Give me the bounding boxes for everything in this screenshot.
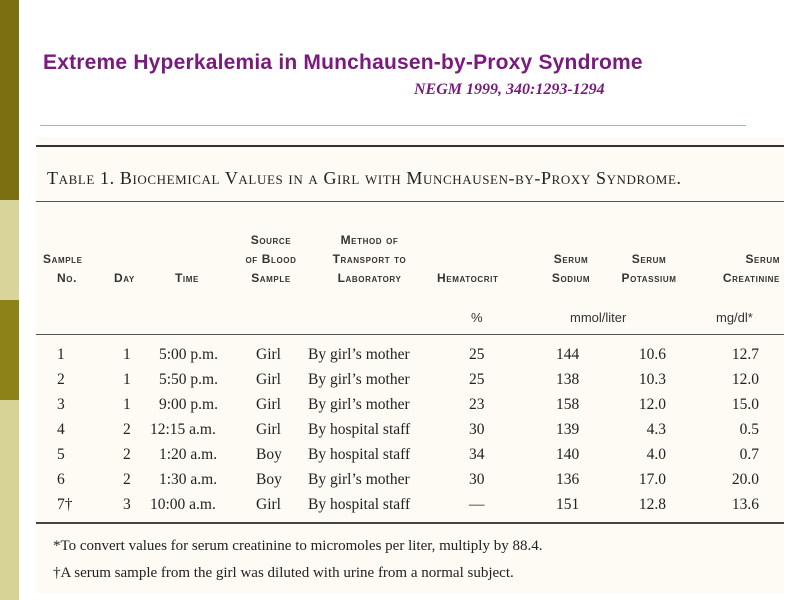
cell-method: By hospital staff: [308, 496, 411, 513]
header-line: Sample: [43, 252, 83, 266]
cell-creatinine: 12.7: [731, 346, 759, 363]
footnote-sample-7: †A serum sample from the girl was diluted with urine from a normal subject.: [53, 565, 514, 581]
cell-creatinine: 12.0: [731, 371, 759, 388]
cell-time: 5:00 p.m.: [159, 346, 218, 363]
cell-day: 2: [123, 446, 131, 463]
header-line: Sodium: [551, 271, 591, 285]
header-line: Creatinine: [722, 271, 780, 285]
header-line: Potassium: [621, 271, 677, 285]
cell-time: 1:20 a.m.: [159, 446, 218, 463]
cell-method: By hospital staff: [308, 446, 411, 463]
footnote-creatinine: *To convert values for serum creatinine to micromoles per liter, multiply by 88.4.: [53, 538, 543, 554]
cell-potassium: 4.3: [646, 421, 666, 438]
table-row: [36, 342, 784, 367]
caption-rule: [36, 201, 784, 202]
cell-time: 10:00 a.m.: [150, 496, 216, 513]
table-top-rule: [36, 145, 784, 147]
cell-source: Boy: [256, 471, 282, 488]
header-line: Serum: [631, 252, 667, 266]
header-line: Source: [250, 233, 292, 247]
side-bar-segment: [0, 400, 19, 600]
table-caption: Table 1. Biochemical Values in a Girl with Munchausen-by-Proxy Syndrome.: [47, 168, 682, 188]
side-bar-segment: [0, 0, 19, 200]
cell-sample: 6: [57, 471, 65, 488]
cell-creatinine: 20.0: [731, 471, 759, 488]
cell-hematocrit: —: [469, 496, 485, 513]
cell-method: By girl’s mother: [308, 371, 410, 388]
header-sodium: [536, 250, 606, 288]
table-row: [36, 417, 784, 442]
table-row: [36, 392, 784, 417]
cell-hematocrit: 30: [469, 421, 485, 438]
cell-creatinine: 13.6: [731, 496, 759, 513]
table-row: [36, 367, 784, 392]
cell-time: 1:30 a.m.: [159, 471, 218, 488]
cell-day: 3: [123, 496, 131, 513]
header-line: Serum: [745, 252, 780, 266]
header-hematocrit: Hematocrit: [437, 271, 499, 285]
header-line: Method of: [340, 233, 399, 247]
cell-potassium: 12.0: [638, 396, 666, 413]
header-line: Sample: [251, 271, 291, 285]
cell-source: Girl: [256, 346, 281, 363]
cell-potassium: 12.8: [638, 496, 666, 513]
cell-sodium: 158: [556, 396, 580, 413]
cell-sample: 3: [57, 396, 65, 413]
header-creatinine: [696, 250, 780, 288]
cell-method: By girl’s mother: [308, 346, 410, 363]
cell-source: Girl: [256, 421, 281, 438]
header-line: No.: [57, 271, 78, 285]
cell-time: 5:50 p.m.: [159, 371, 218, 388]
header-line: Laboratory: [337, 271, 402, 285]
cell-sample: 4: [57, 421, 65, 438]
cell-potassium: 10.6: [638, 346, 666, 363]
slide-reference: NEGM 1999, 340:1293-1294: [414, 81, 605, 98]
cell-creatinine: 0.7: [739, 446, 759, 463]
cell-potassium: 17.0: [638, 471, 666, 488]
cell-sodium: 144: [556, 346, 580, 363]
cell-potassium: 10.3: [638, 371, 666, 388]
cell-sodium: 139: [556, 421, 580, 438]
cell-creatinine: 0.5: [739, 421, 759, 438]
header-line: Serum: [553, 252, 589, 266]
cell-hematocrit: 23: [469, 396, 485, 413]
unit-hematocrit: %: [471, 310, 483, 325]
header-line: Transport to: [332, 252, 407, 266]
cell-day: 1: [123, 371, 131, 388]
slide-side-bar: [0, 0, 19, 600]
table-row: [36, 467, 784, 492]
header-line: of Blood: [245, 252, 297, 266]
cell-sample: 1: [57, 346, 65, 363]
cell-method: By hospital staff: [308, 421, 411, 438]
cell-day: 2: [123, 421, 131, 438]
table-bottom-rule: [36, 522, 784, 524]
cell-hematocrit: 34: [469, 446, 485, 463]
cell-method: By girl’s mother: [308, 471, 410, 488]
cell-potassium: 4.0: [646, 446, 666, 463]
cell-sodium: 140: [556, 446, 580, 463]
cell-sample: 7†: [57, 496, 73, 513]
cell-day: 1: [123, 346, 131, 363]
side-bar-segment: [0, 300, 19, 400]
header-source: [236, 231, 306, 288]
unit-creatinine: mg/dl*: [716, 310, 753, 325]
table-row: [36, 442, 784, 467]
cell-time: 9:00 p.m.: [159, 396, 218, 413]
cell-sodium: 151: [556, 496, 580, 513]
header-time: Time: [175, 271, 199, 285]
table-row: [36, 492, 784, 517]
cell-hematocrit: 25: [469, 371, 485, 388]
cell-creatinine: 15.0: [731, 396, 759, 413]
cell-day: 2: [123, 471, 131, 488]
cell-source: Girl: [256, 396, 281, 413]
cell-source: Girl: [256, 371, 281, 388]
cell-sample: 2: [57, 371, 65, 388]
cell-sodium: 136: [556, 471, 580, 488]
cell-sample: 5: [57, 446, 65, 463]
header-day: Day: [114, 271, 135, 285]
unit-sodium-potassium: mmol/liter: [570, 310, 627, 325]
cell-day: 1: [123, 396, 131, 413]
cell-source: Boy: [256, 446, 282, 463]
header-rule: [36, 334, 784, 335]
side-bar-segment: [0, 200, 19, 300]
slide-title: Extreme Hyperkalemia in Munchausen-by-Proxy Syndrome: [43, 51, 643, 74]
cell-hematocrit: 25: [469, 346, 485, 363]
header-sample-no: [43, 250, 103, 288]
cell-time: 12:15 a.m.: [150, 421, 216, 438]
cell-method: By girl’s mother: [308, 396, 410, 413]
header-potassium: [608, 250, 690, 288]
title-divider: [40, 125, 746, 126]
cell-hematocrit: 30: [469, 471, 485, 488]
cell-sodium: 138: [556, 371, 580, 388]
header-method: [312, 231, 427, 288]
cell-source: Girl: [256, 496, 281, 513]
